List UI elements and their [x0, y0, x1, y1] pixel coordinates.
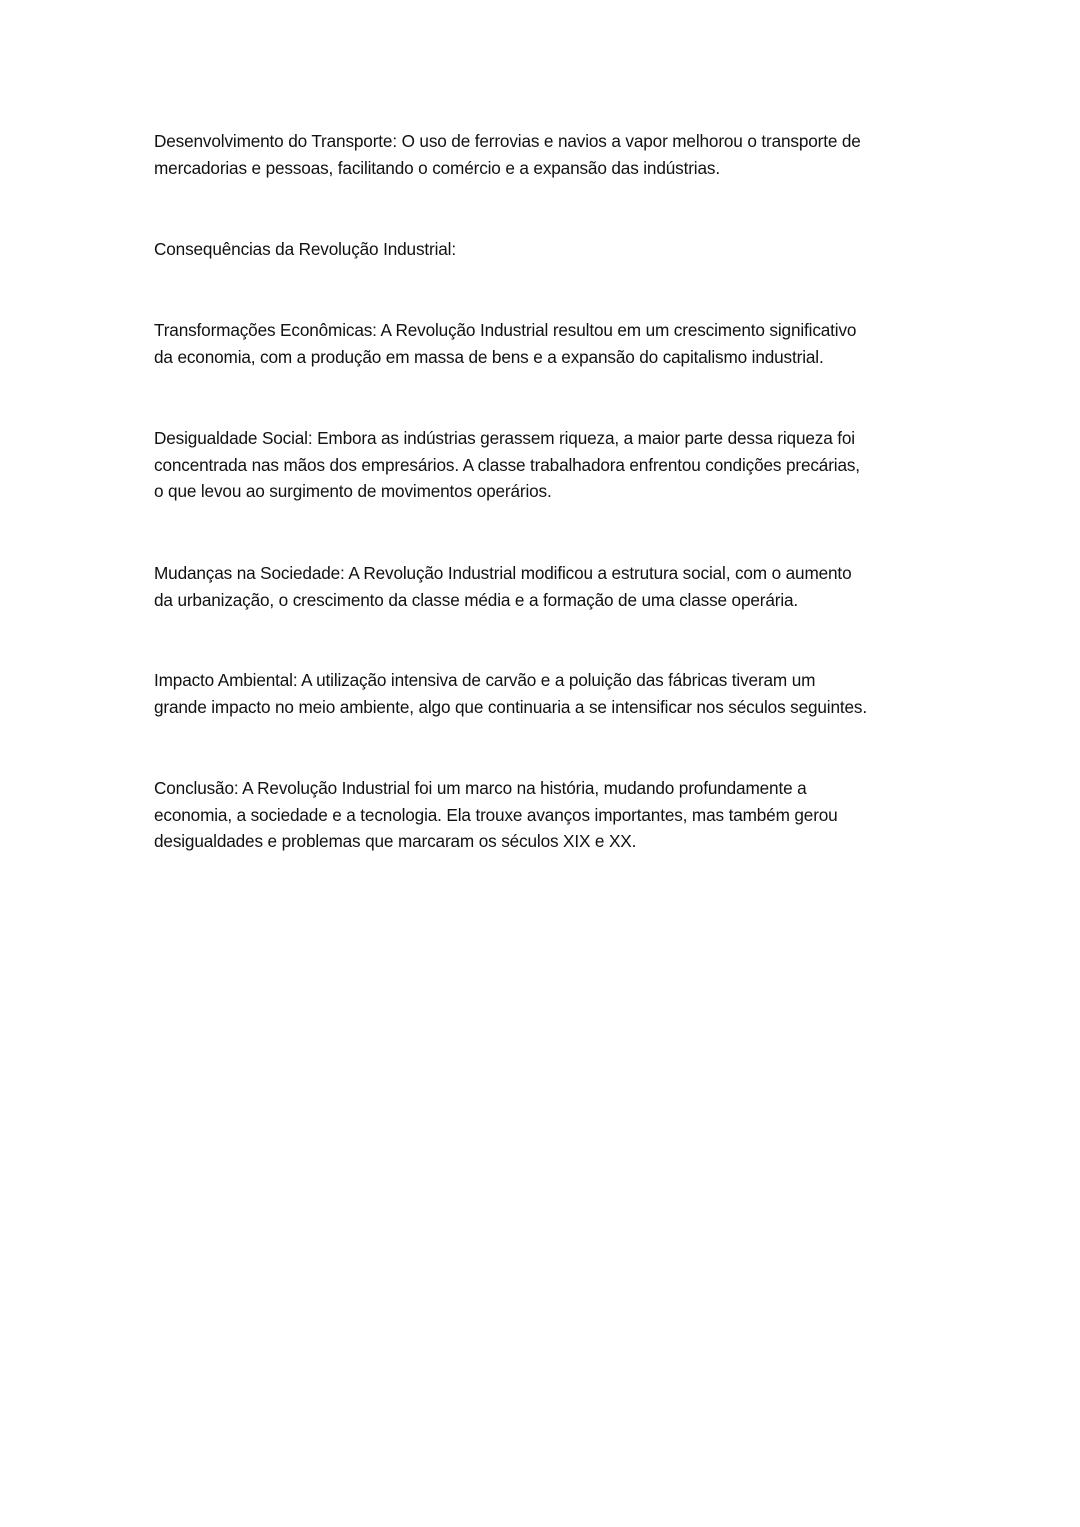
text-line: Consequências da Revolução Industrial: — [154, 239, 456, 259]
text-line: mercadorias e pessoas, facilitando o comércio e a expansão das indústrias. — [154, 157, 720, 178]
text-line: Desigualdade Social: Embora as indústrias gerassem riqueza, a maior parte dessa riqueza foi — [154, 428, 855, 448]
text-line: Transformações Econômicas: A Revolução Industrial resultou em um crescimento significativo — [154, 320, 857, 340]
text-line: economia, a sociedade e a tecnologia. Ela trouxe avanços importantes, mas também gerou — [154, 804, 838, 825]
text-line: desigualdades e problemas que marcaram os séculos XIX e XX. — [154, 831, 637, 851]
paragraph-conclusao — [154, 775, 934, 855]
text-line: grande impacto no meio ambiente, algo que continuaria a se intensificar nos séculos seguintes. — [154, 696, 867, 717]
text-line: da urbanização, o crescimento da classe média e a formação de uma classe operária. — [154, 589, 799, 610]
paragraph-mudancas-sociedade — [154, 560, 934, 613]
paragraph-desigualdade-social — [154, 425, 934, 505]
paragraph-transformacoes-economicas — [154, 317, 934, 370]
paragraph-impacto-ambiental — [154, 667, 934, 720]
section-heading-consequencias — [154, 236, 934, 263]
text-line: o que levou ao surgimento de movimentos operários. — [154, 481, 552, 501]
text-line: Mudanças na Sociedade: A Revolução Industrial modificou a estrutura social, com o aumento — [154, 563, 852, 583]
text-line: Desenvolvimento do Transporte: O uso de ferrovias e navios a vapor melhorou o transporte de — [154, 131, 861, 151]
paragraph-transporte — [154, 128, 934, 181]
text-line: concentrada nas mãos dos empresários. A classe trabalhadora enfrentou condições precárias, — [154, 454, 860, 475]
text-line: Conclusão: A Revolução Industrial foi um marco na história, mudando profundamente a — [154, 778, 807, 798]
text-line: Impacto Ambiental: A utilização intensiva de carvão e a poluição das fábricas tiveram um — [154, 670, 816, 690]
text-line: da economia, com a produção em massa de bens e a expansão do capitalismo industrial. — [154, 346, 824, 367]
